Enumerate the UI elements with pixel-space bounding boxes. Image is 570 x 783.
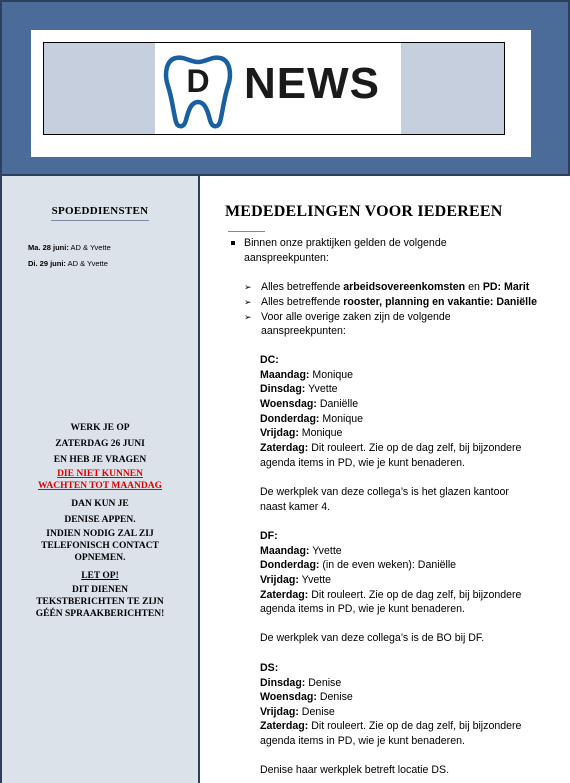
day: Maandag: [260, 545, 310, 557]
duty-who: AD & Yvette [68, 243, 111, 252]
text: Alles betreffende [261, 281, 344, 293]
duty-day: Ma. 28 juni: [28, 243, 69, 252]
day: Woensdag: [260, 691, 317, 703]
schedule-row [260, 382, 338, 397]
notice-line: OPNEMEN. [74, 553, 126, 563]
day: Zaterdag: [260, 720, 309, 732]
notice-letop: LET OP! [81, 571, 119, 581]
day: Vrijdag: [260, 427, 299, 439]
schedule-row [260, 426, 342, 441]
location-heading: DF: [260, 530, 278, 542]
sidebar-title: SPOEDDIENSTEN [51, 205, 149, 217]
schedule-row [260, 412, 363, 427]
schedule-row [260, 397, 358, 412]
tooth-icon [162, 52, 234, 130]
day: Woensdag: [260, 398, 317, 410]
person: Denise [298, 706, 335, 718]
text: : Daniëlle [489, 296, 537, 308]
schedule-row [260, 588, 521, 603]
duty-day: Di. 29 juni: [28, 259, 66, 268]
text: arbeidsovereenkomsten [343, 281, 466, 293]
day: Dinsdag: [260, 383, 306, 395]
schedule-note: agenda items in PD, wie je kunt benaderen. [260, 457, 465, 469]
schedule-row [260, 719, 521, 734]
schedule-note: agenda items in PD, wie je kunt benaderen. [260, 603, 465, 615]
intro-line: Binnen onze praktijken gelden de volgende [244, 237, 447, 249]
duty-line [28, 243, 111, 252]
text: rooster, planning en vakantie [343, 296, 490, 308]
schedule-row [260, 705, 335, 720]
contact-line: aanspreekpunten: [261, 325, 346, 337]
logo [155, 43, 401, 134]
schedule-row [260, 368, 353, 383]
workplace-note: De werkplek van deze collega’s is het glazen kantoor [260, 486, 509, 498]
text: en [465, 281, 483, 293]
schedule-row [260, 558, 456, 573]
schedule-row [260, 573, 331, 588]
day: Maandag: [260, 369, 310, 381]
schedule-row [260, 676, 341, 691]
duty-who: AD & Yvette [65, 259, 108, 268]
sidebar-notice [10, 420, 190, 620]
schedule-row [260, 544, 342, 559]
sidebar-title-rule [51, 220, 149, 221]
notice-line: DENISE APPEN. [64, 515, 136, 525]
text: PD [482, 281, 498, 293]
workplace-note: naast kamer 4. [260, 501, 331, 513]
day: Vrijdag: [260, 574, 299, 586]
day: Zaterdag: [260, 589, 309, 601]
person: Yvette [305, 383, 338, 395]
notice-line: TELEFONISCH CONTACT [41, 541, 159, 551]
logo-frame [43, 42, 505, 135]
person: Dit rouleert. Zie op de dag zelf, bij bijzondere [308, 442, 522, 454]
person: Dit rouleert. Zie op de dag zelf, bij bijzondere [308, 720, 522, 732]
schedule-row [260, 690, 353, 705]
person: Dit rouleert. Zie op de dag zelf, bij bijzondere [308, 589, 522, 601]
text: : Marit [497, 281, 530, 293]
arrow-bullet-icon: ➢ [244, 282, 252, 292]
notice-line: WERK JE OP [70, 423, 130, 433]
day: Donderdag: [260, 413, 320, 425]
contact-line [261, 295, 537, 310]
notice-warning: WACHTEN TOT MAANDAG [37, 481, 163, 491]
intro-line: aanspreekpunten: [244, 252, 329, 264]
person: Yvette [309, 545, 342, 557]
sidebar [0, 176, 200, 783]
person: (in de even weken): Daniëlle [319, 559, 457, 571]
day: Donderdag: [260, 559, 320, 571]
notice-line: DIT DIENEN [71, 585, 129, 595]
arrow-bullet-icon: ➢ [244, 312, 252, 322]
person: Monique [309, 369, 354, 381]
person: Monique [298, 427, 343, 439]
location-heading: DC: [260, 354, 279, 366]
notice-line: ZATERDAG 26 JUNI [55, 439, 145, 449]
workplace-note: Denise haar werkplek betreft locatie DS. [260, 764, 450, 776]
person: Daniëlle [316, 398, 359, 410]
notice-line: EN HEB JE VRAGEN [53, 455, 147, 465]
workplace-note: De werkplek van deze collega’s is de BO bij DF. [260, 632, 485, 644]
arrow-bullet-icon: ➢ [244, 297, 252, 307]
notice-warning: DIE NIET KUNNEN [57, 469, 143, 479]
person: Yvette [298, 574, 332, 586]
notice-line: INDIEN NODIG ZAL ZIJ [46, 529, 154, 539]
person: Monique [319, 413, 364, 425]
page-title: MEDEDELINGEN VOOR IEDEREEN [225, 203, 503, 220]
day: Dinsdag: [260, 677, 306, 689]
day: Vrijdag: [260, 706, 299, 718]
person: Denise [316, 691, 353, 703]
duty-line [28, 259, 108, 268]
location-heading: DS: [260, 662, 279, 674]
schedule-row [260, 441, 521, 456]
person: Denise [305, 677, 342, 689]
text: Alles betreffende [261, 296, 344, 308]
bullet-icon [231, 241, 235, 245]
logo-text: NEWS [244, 59, 380, 108]
contact-line: Voor alle overige zaken zijn de volgende [261, 311, 451, 323]
contact-line [261, 280, 529, 295]
schedule-note: agenda items in PD, wie je kunt benaderen. [260, 735, 465, 747]
notice-line: DAN KUN JE [71, 499, 129, 509]
logo-letter: D [186, 63, 210, 99]
title-rule [228, 231, 265, 232]
notice-line: GÉÉN SPRAAKBERICHTEN! [35, 609, 165, 619]
notice-line: TEKSTBERICHTEN TE ZIJN [36, 597, 164, 607]
day: Zaterdag: [260, 442, 309, 454]
